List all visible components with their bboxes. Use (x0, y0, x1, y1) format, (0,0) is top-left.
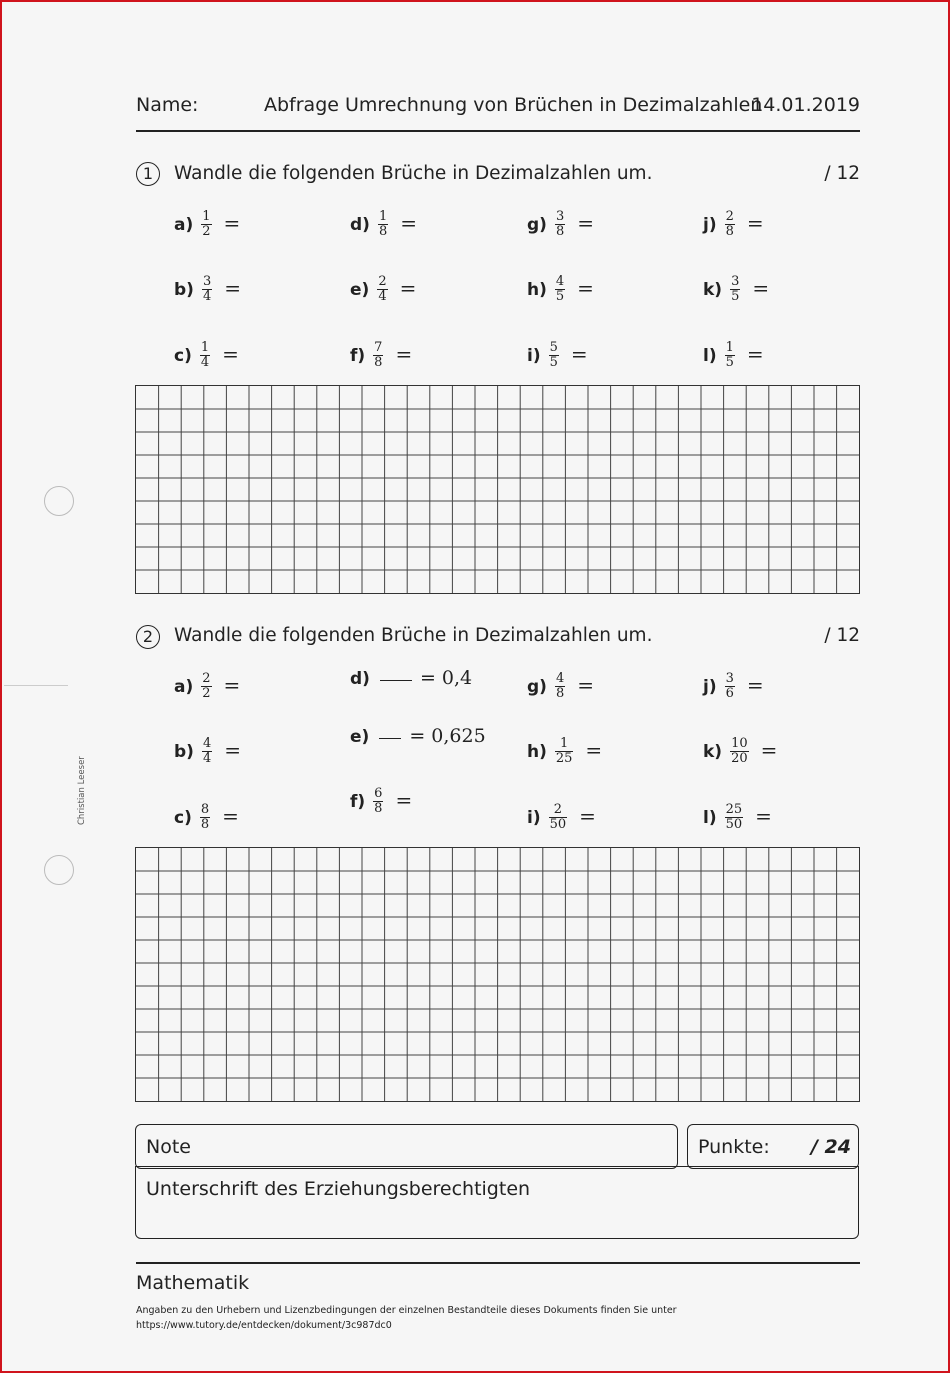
fraction-numerator: 1 (200, 340, 210, 355)
equals-sign: = (585, 737, 603, 762)
fold-mark (4, 685, 68, 686)
exercise-label: l) (703, 807, 717, 828)
fraction-numerator: 4 (202, 736, 212, 751)
exercise-item (350, 787, 412, 816)
grid-lines (136, 848, 859, 1101)
blank-answer-line[interactable] (379, 736, 401, 739)
punch-hole-top (44, 486, 74, 516)
fraction (200, 803, 210, 832)
exercise-label: f) (350, 345, 366, 366)
task2-answer-grid[interactable] (135, 847, 860, 1102)
fraction (730, 275, 740, 304)
fraction (725, 803, 744, 832)
fraction-denominator: 50 (549, 817, 567, 832)
exercise-item (703, 275, 769, 304)
given-decimal: = 0,625 (409, 725, 486, 747)
fraction-denominator: 4 (378, 289, 387, 304)
subject-label: Mathematik (136, 1272, 250, 1294)
exercise-item (350, 275, 416, 304)
fraction (373, 341, 383, 370)
fraction-numerator: 25 (725, 802, 743, 817)
exercise-label: l) (703, 345, 717, 366)
footer-divider (136, 1262, 860, 1264)
exercise-label: h) (527, 741, 547, 762)
fraction-numerator: 4 (555, 274, 565, 289)
points-box[interactable] (687, 1124, 859, 1169)
worksheet-title: Abfrage Umrechnung von Brüchen in Dezimalzahlen (264, 94, 763, 116)
exercise-item (174, 341, 239, 370)
equals-sign: = (223, 672, 241, 697)
fraction (555, 737, 574, 766)
exercise-label: k) (703, 279, 723, 300)
task1-number-badge: 1 (136, 162, 160, 186)
exercise-item (174, 737, 241, 766)
fraction-denominator: 20 (731, 751, 748, 766)
exercise-label: c) (174, 807, 192, 828)
fraction-numerator: 5 (549, 340, 558, 355)
exercise-label: a) (174, 676, 194, 697)
name-label: Name: (136, 94, 199, 116)
exercise-item (174, 803, 239, 832)
exercise-label: g) (527, 214, 547, 235)
fraction-numerator: 3 (725, 671, 734, 686)
fraction-denominator: 5 (555, 289, 565, 304)
credits-text (136, 1303, 677, 1333)
equals-sign: = (224, 275, 241, 300)
fraction-numerator: 3 (202, 274, 212, 289)
fraction-denominator: 8 (378, 224, 388, 239)
exercise-label: k) (703, 741, 723, 762)
exercise-label: e) (350, 727, 370, 747)
exercise-item (527, 803, 596, 832)
fraction (200, 341, 210, 370)
exercise-item (703, 737, 777, 766)
exercise-item (174, 672, 240, 701)
exercise-item (703, 210, 764, 239)
exercise-item (350, 667, 472, 689)
equals-sign: = (755, 803, 772, 828)
equals-sign: = (746, 210, 764, 235)
equals-sign: = (746, 341, 764, 366)
exercise-label: c) (174, 345, 192, 366)
exercise-label: f) (350, 791, 366, 812)
fraction-numerator: 2 (553, 802, 563, 817)
fraction-denominator: 4 (200, 355, 210, 370)
fraction-numerator: 4 (555, 671, 565, 686)
equals-sign: = (577, 275, 594, 300)
fraction (730, 737, 749, 766)
fraction-denominator: 8 (200, 817, 210, 832)
fraction-denominator: 5 (725, 355, 734, 370)
exercise-label: j) (703, 214, 717, 235)
task2-title: Wandle die folgenden Brüche in Dezimalzahlen um. (174, 625, 653, 646)
fraction-denominator: 6 (725, 686, 734, 701)
exercise-item (527, 341, 588, 370)
fraction-denominator: 8 (555, 224, 565, 239)
fraction (725, 672, 735, 701)
exercise-item (527, 275, 594, 304)
fraction-denominator: 8 (725, 224, 734, 239)
fraction (555, 275, 565, 304)
exercise-label: d) (350, 669, 370, 689)
exercise-label: g) (527, 676, 547, 697)
fraction-numerator: 1 (560, 736, 569, 751)
exercise-item (527, 210, 594, 239)
note-box[interactable] (135, 1124, 678, 1169)
punch-hole-bottom (44, 855, 74, 885)
exercise-label: i) (527, 807, 541, 828)
task1-points: / 12 (824, 163, 860, 184)
grid-lines (136, 386, 859, 593)
exercise-label: i) (527, 345, 541, 366)
task1-title: Wandle die folgenden Brüche in Dezimalzahlen um. (174, 163, 653, 184)
fraction-denominator: 5 (549, 355, 558, 370)
fraction-denominator: 50 (725, 817, 743, 832)
fraction-numerator: 3 (731, 274, 740, 289)
exercise-item (527, 737, 602, 766)
exercise-item (350, 725, 486, 747)
exercise-item (350, 210, 417, 239)
exercise-item (350, 341, 412, 370)
equals-sign: = (224, 737, 241, 762)
exercise-label: j) (703, 676, 717, 697)
fraction-numerator: 2 (202, 671, 211, 686)
exercise-label: a) (174, 214, 194, 235)
fraction (555, 210, 565, 239)
fraction (725, 210, 735, 239)
exercise-label: b) (174, 279, 194, 300)
fraction (377, 275, 387, 304)
task2-number-badge: 2 (136, 625, 160, 649)
equals-sign: = (577, 210, 594, 235)
task1-answer-grid[interactable] (135, 385, 860, 594)
equals-sign: = (395, 787, 413, 812)
signature-box[interactable] (135, 1166, 859, 1239)
given-decimal: = 0,4 (419, 667, 473, 689)
equals-sign: = (746, 672, 764, 697)
fraction-denominator: 2 (202, 224, 211, 239)
exercise-item (703, 803, 772, 832)
points-label: Punkte: (698, 1136, 770, 1158)
equals-sign: = (222, 803, 239, 828)
fraction-denominator: 4 (202, 289, 212, 304)
fraction-numerator: 2 (725, 209, 734, 224)
fraction-denominator: 8 (374, 355, 383, 370)
fraction-denominator: 4 (202, 751, 212, 766)
equals-sign: = (579, 803, 596, 828)
worksheet-date: 14.01.2019 (751, 94, 860, 116)
fraction (201, 210, 211, 239)
author-credit: Christian Leeser (77, 756, 87, 825)
fraction-numerator: 1 (725, 340, 734, 355)
fraction-numerator: 6 (374, 786, 383, 801)
fraction-denominator: 8 (374, 801, 383, 816)
equals-sign: = (760, 737, 778, 762)
equals-sign: = (577, 672, 594, 697)
fraction-numerator: 10 (731, 736, 748, 751)
equals-sign: = (752, 275, 770, 300)
fraction-denominator: 8 (555, 686, 565, 701)
fraction-numerator: 2 (378, 274, 387, 289)
exercise-label: d) (350, 214, 370, 235)
fraction (201, 672, 211, 701)
task2-points: / 12 (824, 625, 860, 646)
equals-sign: = (395, 341, 413, 366)
equals-sign: = (570, 341, 588, 366)
exercise-item (527, 672, 594, 701)
points-total: / 24 (811, 1136, 851, 1158)
exercise-item (703, 341, 764, 370)
equals-sign: = (400, 210, 417, 235)
exercise-item (174, 275, 241, 304)
note-label: Note (146, 1136, 191, 1158)
equals-sign: = (223, 210, 241, 235)
exercise-label: e) (350, 279, 370, 300)
blank-answer-line[interactable] (380, 678, 412, 681)
fraction (202, 275, 212, 304)
fraction-numerator: 7 (374, 340, 383, 355)
exercise-label: h) (527, 279, 547, 300)
fraction (373, 787, 383, 816)
fraction (378, 210, 388, 239)
exercise-item (174, 210, 240, 239)
signature-label: Unterschrift des Erziehungsberechtigten (146, 1178, 531, 1200)
credits-link[interactable]: https://www.tutory.de/entdecken/dokument/3c987dc0 (136, 1320, 392, 1331)
equals-sign: = (399, 275, 417, 300)
fraction-numerator: 8 (200, 802, 210, 817)
fraction (549, 341, 559, 370)
fraction-denominator: 5 (731, 289, 740, 304)
fraction-denominator: 25 (555, 751, 573, 766)
fraction-numerator: 1 (378, 209, 388, 224)
page-header (136, 92, 860, 132)
equals-sign: = (222, 341, 239, 366)
credits-line: Angaben zu den Urhebern und Lizenzbedingungen der einzelnen Bestandteile dieses Dokuments finden Sie unter (136, 1305, 677, 1316)
fraction-denominator: 2 (202, 686, 211, 701)
exercise-item (703, 672, 764, 701)
fraction (555, 672, 565, 701)
fraction (202, 737, 212, 766)
fraction-numerator: 1 (202, 209, 211, 224)
exercise-label: b) (174, 741, 194, 762)
fraction-numerator: 3 (555, 209, 565, 224)
fraction (549, 803, 568, 832)
fraction (725, 341, 735, 370)
